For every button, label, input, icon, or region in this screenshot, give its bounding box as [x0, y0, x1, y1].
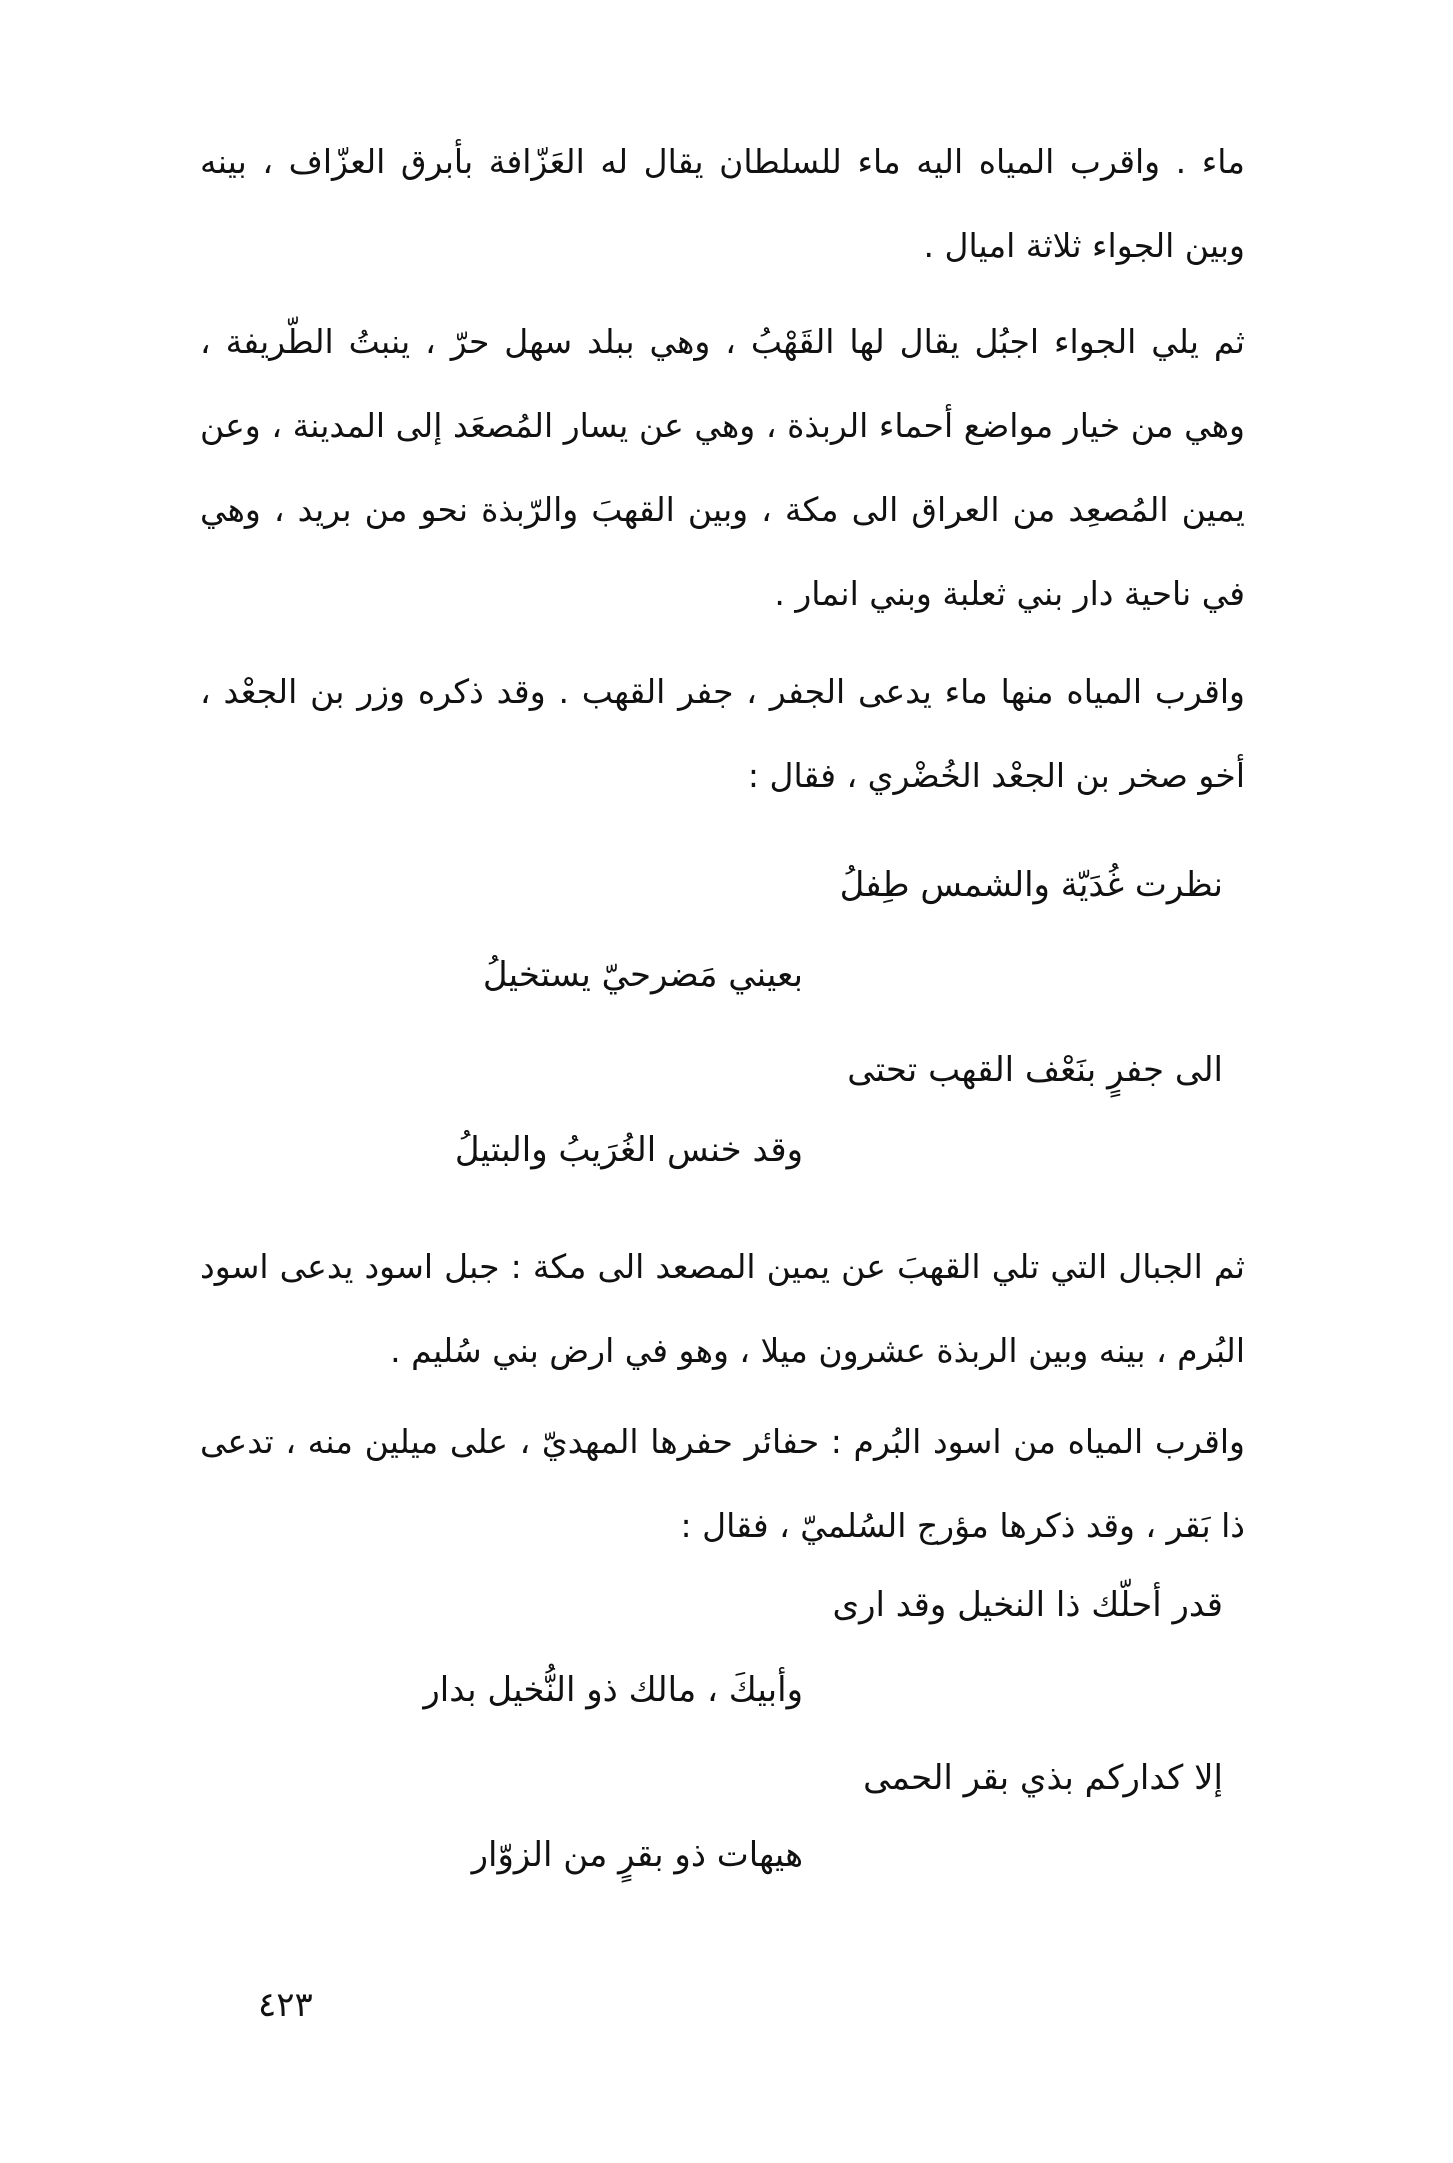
- poem-1-line-2: بعيني مَضرحيّ يستخيلُ: [482, 955, 803, 995]
- paragraph-1: ماء . واقرب المياه اليه ماء للسلطان يقال له العَزّافة بأبرق العزّاف ، بينه وبين الجواء ثلاثة اميال .: [200, 142, 1245, 265]
- poem-2-line-1: قدر أحلّك ذا النخيل وقد ارى: [832, 1585, 1223, 1625]
- poem-1-line-1: نظرت غُدَيّة والشمس طِفلُ: [839, 865, 1223, 905]
- paragraph-5: واقرب المياه من اسود البُرم : حفائر حفرها المهديّ ، على ميلين منه ، تدعى ذا بَقر ، وقد ذكرها مؤرج السُلميّ ، فقال :: [200, 1422, 1245, 1545]
- paragraph-2: ثم يلي الجواء اجبُل يقال لها القَهْبُ ، وهي ببلد سهل حرّ ، ينبتُ الطّريفة ، وهي من خيار مواضع أحماء الربذة ، وهي عن يسار المُصعَد إلى المدينة ، وعن يمين المُصعِد من العراق الى مكة ، وبين القهبَ والرّبذة نحو من بريد ، وهي في ناحية دار بني ثعلبة وبني انمار .: [200, 322, 1245, 613]
- paragraph-3: واقرب المياه منها ماء يدعى الجفر ، جفر القهب . وقد ذكره وزر بن الجعْد ، أخو صخر بن الجعْد الخُضْري ، فقال :: [200, 672, 1245, 795]
- poem-1-line-3: الى جفرٍ بنَعْف القهب تحتى: [847, 1050, 1223, 1090]
- poem-2-line-2: وأبيكَ ، مالك ذو النُّخيل بدار: [423, 1670, 803, 1710]
- page-number: ٤٢٣: [258, 1985, 313, 2025]
- poem-2-line-3: إلا كداركم بذي بقر الحمى: [863, 1758, 1223, 1798]
- poem-2-line-4: هيهات ذو بقرٍ من الزوّار: [471, 1835, 803, 1875]
- paragraph-4: ثم الجبال التي تلي القهبَ عن يمين المصعد الى مكة : جبل اسود يدعى اسود البُرم ، بينه وبين الربذة عشرون ميلا ، وهو في ارض بني سُليم .: [200, 1247, 1245, 1370]
- poem-1-line-4: وقد خنس الغُرَيبُ والبتيلُ: [454, 1130, 803, 1170]
